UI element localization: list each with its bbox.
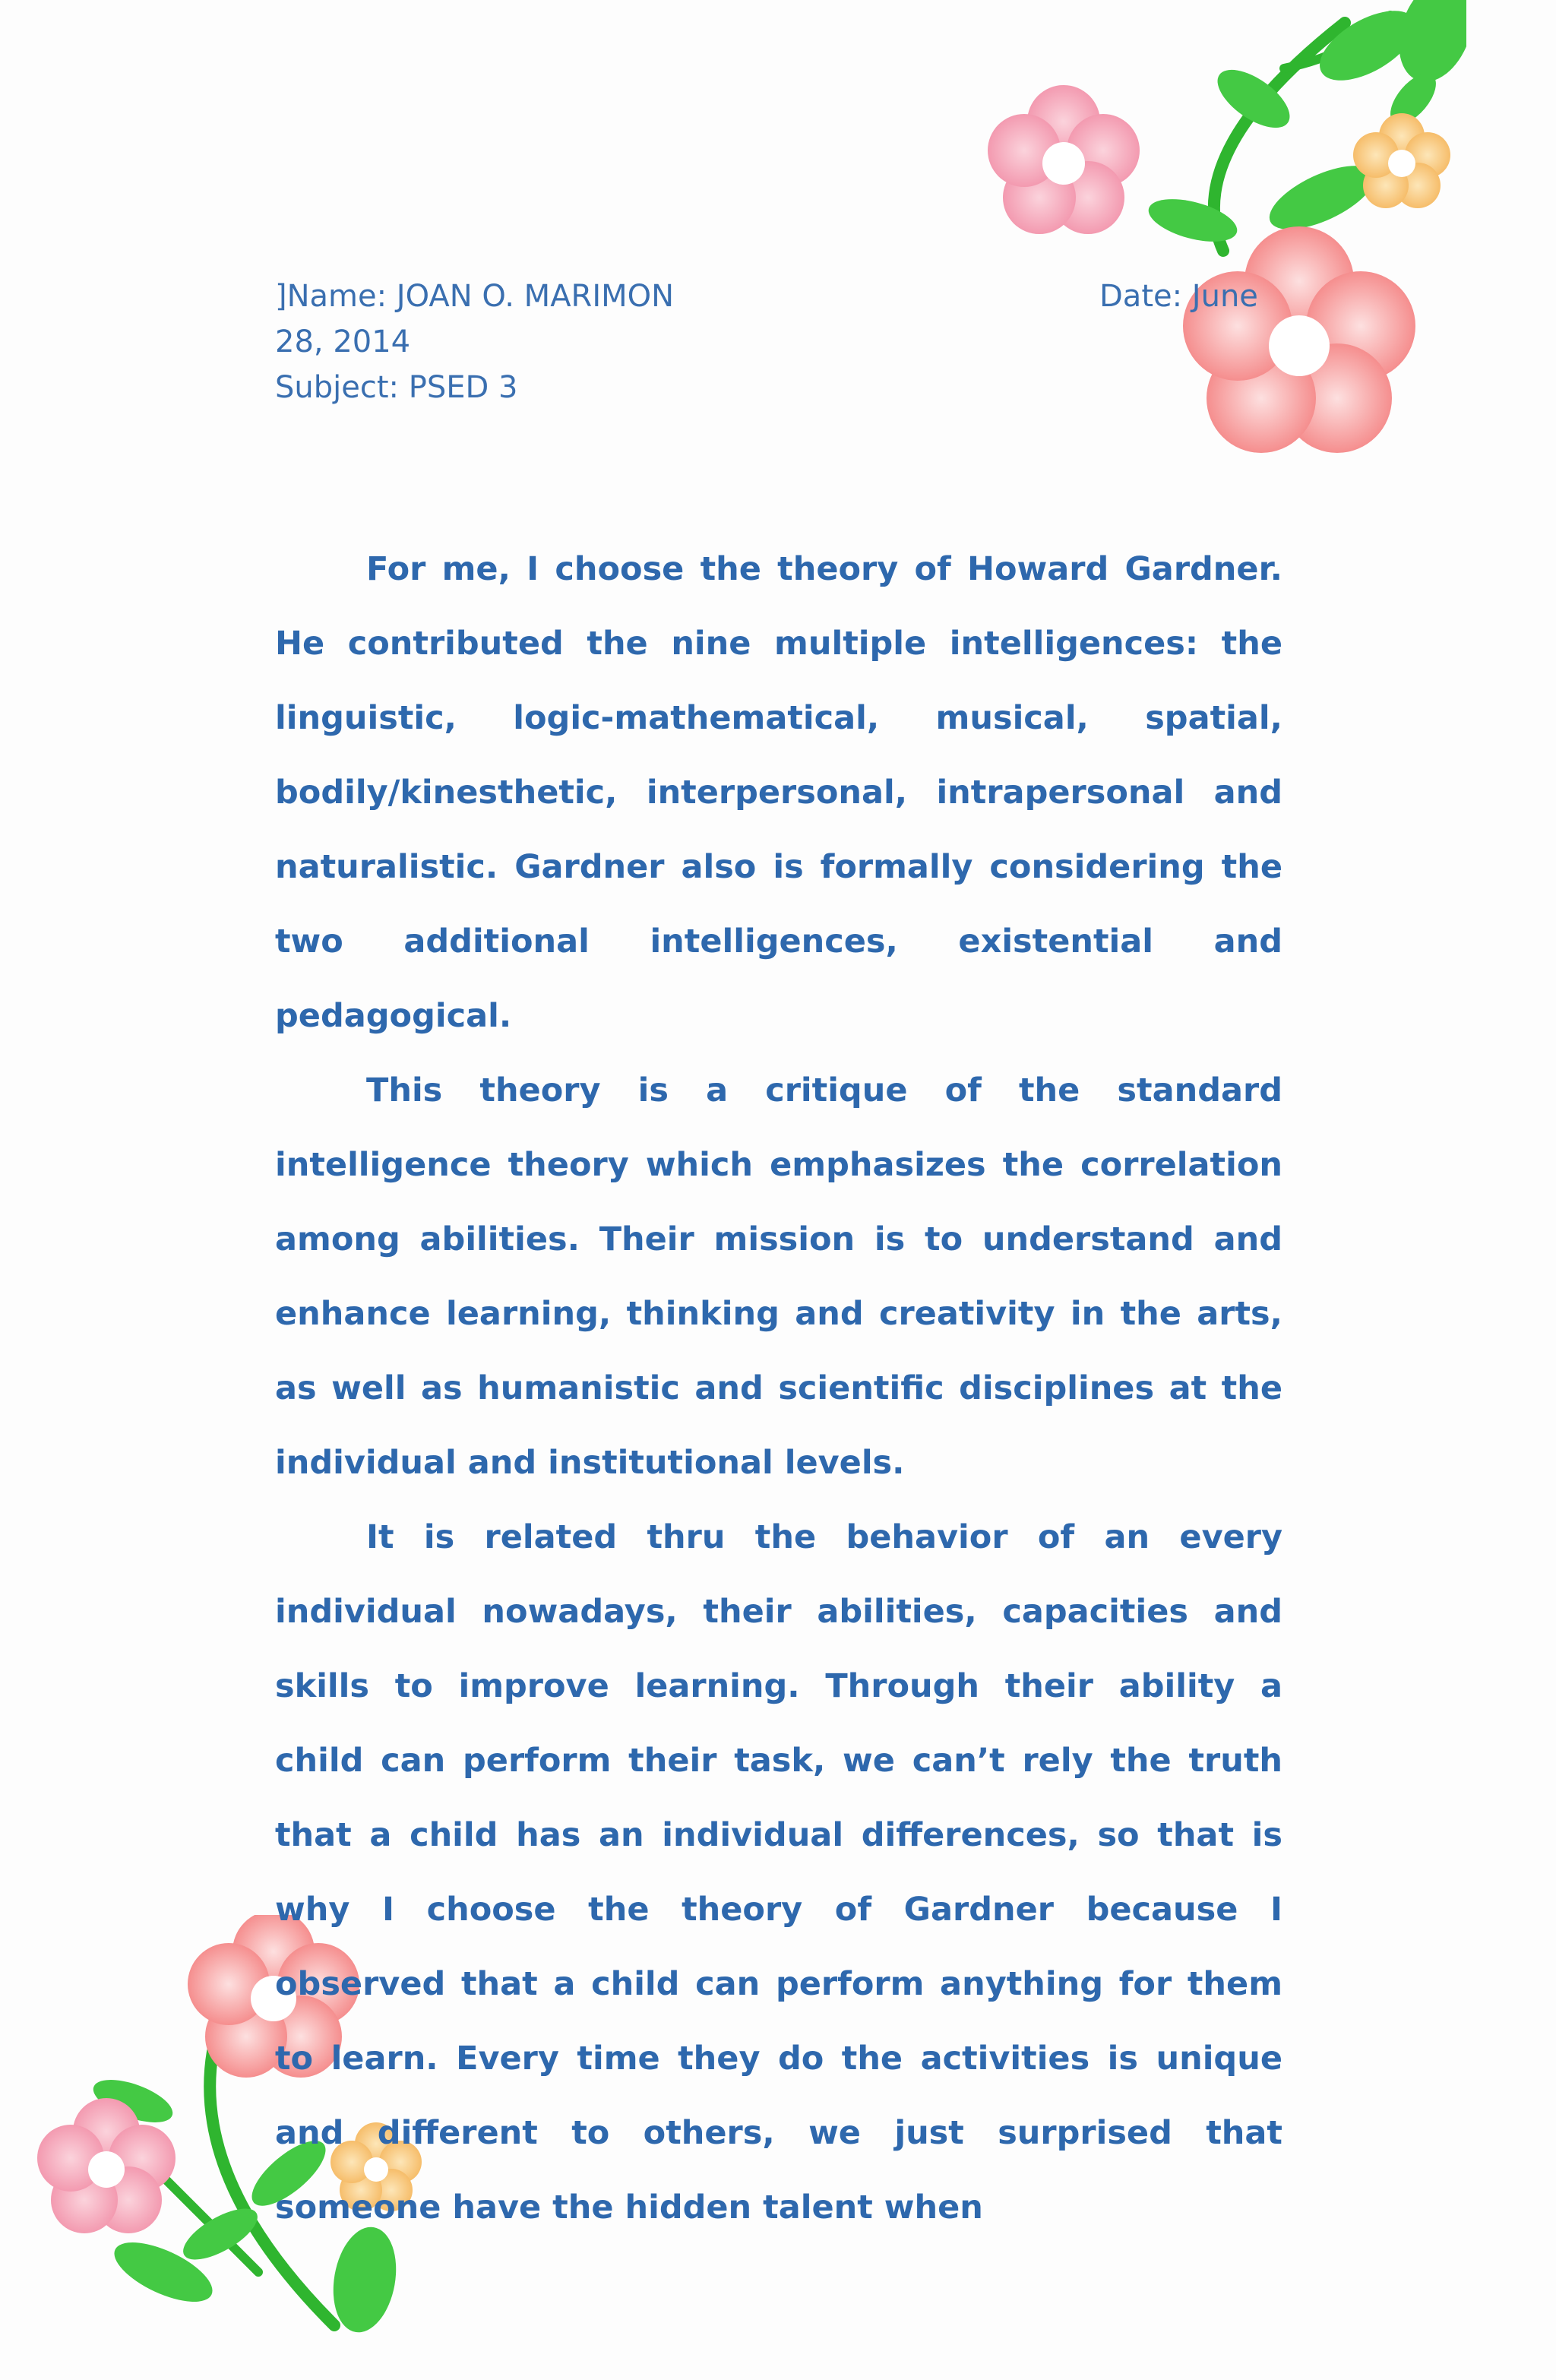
name-line: ]Name: JOAN O. MARIMON <box>275 279 675 314</box>
paragraph-3: It is related thru the behavior of an every individual nowadays, their abilities, capacities and skills to improve learning. Through their ability a child can perform their task, we can’t rely the truth that a child has an individual differences, so that is why I choose the theory of Gardner because I observed that a child can perform anything for them to learn. Every time they do the activities is unique and different to others, we just surprised that someone have the hidden talent when <box>275 1518 1282 2227</box>
date-label: Date: June <box>1099 279 1258 314</box>
header-row-1 <box>275 274 1286 319</box>
flower-pink <box>988 85 1140 234</box>
flower-yellow <box>1353 113 1450 208</box>
paragraph-1: For me, I choose the theory of Howard Gardner. He contributed the nine multiple intelligences: the linguistic, logic-mathematical, musical, spatial, bodily/kinesthetic, interpersonal, intrapersonal and naturalistic. Gardner also is formally considering the two additional intelligences, existential and pedagogical. <box>275 550 1282 1035</box>
essay-body <box>275 532 1282 2245</box>
document-header <box>275 274 1286 410</box>
date-continuation: 28, 2014 <box>275 324 411 359</box>
paragraph-2: This theory is a critique of the standard intelligence theory which emphasizes the correlation among abilities. Their mission is to understand and enhance learning, thinking and creativity in the arts, as well as humanistic and scientific disciplines at the individual and institutional levels. <box>275 1071 1282 1482</box>
subject-line: Subject: PSED 3 <box>275 370 518 405</box>
